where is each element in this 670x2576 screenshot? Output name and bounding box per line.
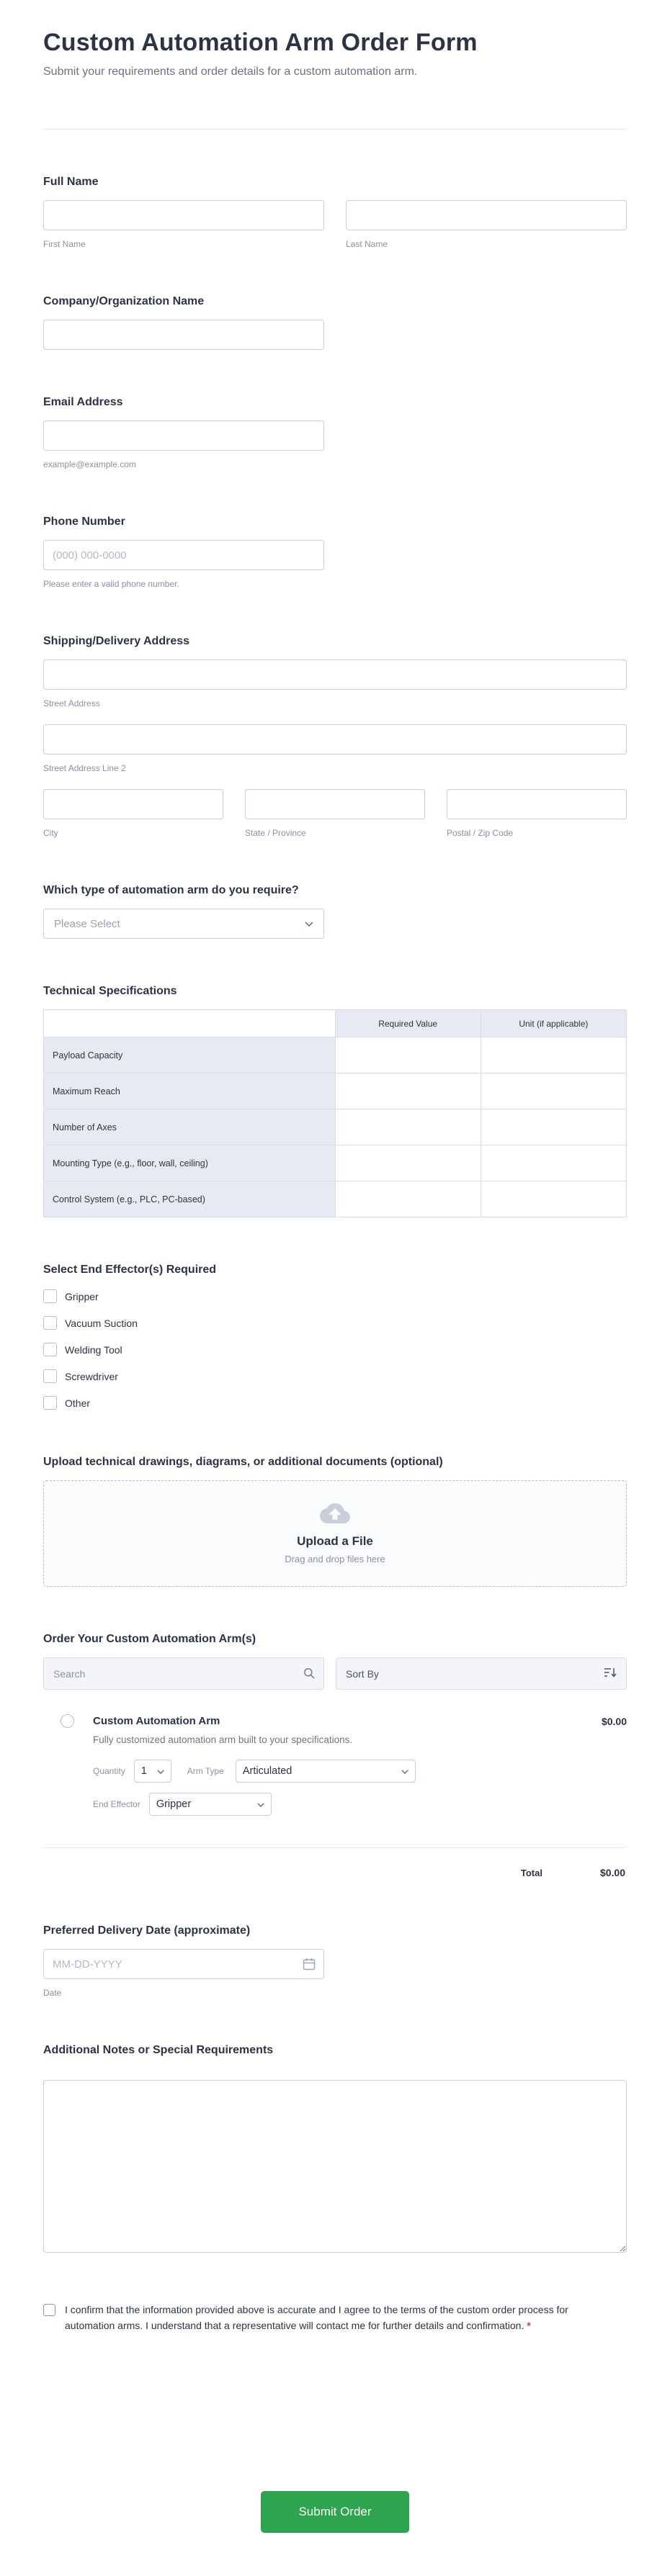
page-title: Custom Automation Arm Order Form <box>43 29 478 56</box>
checkbox-label: Gripper <box>65 1290 99 1302</box>
end-effector-value: Gripper <box>156 1798 192 1810</box>
table-column-header-unit: Unit (if applicable) <box>481 1010 626 1037</box>
company-label: Company/Organization Name <box>43 295 205 307</box>
confirmation-statement: I confirm that the information provided above is accurate and I agree to the terms of the custom order process for automation arms. I understand that a representative will contact me for further details and confirmation. <box>65 2304 568 2331</box>
question-notes <box>43 2044 627 2256</box>
checkbox-icon[interactable] <box>43 1343 57 1356</box>
first-name-sublabel: First Name <box>43 239 86 249</box>
zip-sublabel: Postal / Zip Code <box>447 828 514 838</box>
end-effector-control-label: End Effector <box>93 1799 140 1809</box>
table-row <box>44 1145 627 1181</box>
table-corner-cell <box>44 1010 336 1037</box>
total-label: Total <box>520 1867 542 1878</box>
phone-sublabel: Please enter a valid phone number. <box>43 579 179 589</box>
sort-by-label: Sort By <box>346 1667 379 1680</box>
notes-textarea[interactable] <box>43 2080 627 2253</box>
confirmation-text <box>65 2302 604 2333</box>
table-row <box>44 1181 627 1217</box>
question-delivery-date <box>43 1924 627 1998</box>
street-address-line2-input[interactable] <box>43 724 627 755</box>
upload-label: Upload technical drawings, diagrams, or additional documents (optional) <box>43 1456 443 1468</box>
table-row-header: Mounting Type (e.g., floor, wall, ceiling) <box>44 1145 336 1181</box>
table-cell-input[interactable] <box>335 1181 481 1217</box>
address-label: Shipping/Delivery Address <box>43 635 190 647</box>
arm-type-option-select[interactable] <box>236 1760 416 1783</box>
table-row-header: Number of Axes <box>44 1109 336 1145</box>
street-address-line2-sublabel: Street Address Line 2 <box>43 763 126 773</box>
street-address-input[interactable] <box>43 659 627 690</box>
arm-type-control-label: Arm Type <box>187 1766 224 1776</box>
product-name: Custom Automation Arm <box>93 1715 220 1727</box>
email-sublabel: example@example.com <box>43 459 136 469</box>
question-products <box>43 1633 627 1878</box>
checkbox-option-other[interactable] <box>43 1396 627 1410</box>
notes-label: Additional Notes or Special Requirements <box>43 2044 274 2056</box>
city-sublabel: City <box>43 828 58 838</box>
table-row-header: Payload Capacity <box>44 1037 336 1073</box>
submit-order-button[interactable]: Submit Order <box>261 2491 408 2533</box>
table-cell-input[interactable] <box>481 1181 626 1217</box>
arm-type-select[interactable] <box>43 909 324 939</box>
product-item <box>43 1714 627 1816</box>
calendar-icon[interactable] <box>303 1958 316 1974</box>
product-select-radio[interactable] <box>61 1714 74 1728</box>
state-sublabel: State / Province <box>245 828 306 838</box>
question-full-name <box>43 176 627 249</box>
question-phone <box>43 515 627 589</box>
required-asterisk: * <box>527 2319 531 2331</box>
form-subtitle: Submit your requirements and order details for a custom automation arm. <box>43 66 418 78</box>
email-input[interactable] <box>43 420 324 451</box>
total-value: $0.00 <box>599 1867 625 1878</box>
last-name-sublabel: Last Name <box>346 239 388 249</box>
checkbox-icon[interactable] <box>43 1396 57 1410</box>
first-name-input[interactable] <box>43 200 324 230</box>
search-icon <box>303 1667 315 1683</box>
question-arm-type <box>43 884 627 939</box>
table-cell-input[interactable] <box>481 1037 626 1073</box>
checkbox-label: Screwdriver <box>65 1370 118 1382</box>
upload-button-text[interactable]: Upload a File <box>297 1534 373 1548</box>
checkbox-label: Vacuum Suction <box>65 1317 138 1329</box>
city-input[interactable] <box>43 789 223 819</box>
quantity-select[interactable] <box>134 1760 171 1783</box>
product-description: Fully customized automation arm built to your specifications. <box>93 1734 353 1745</box>
checkbox-label: Other <box>65 1397 91 1409</box>
arm-type-value: Articulated <box>242 1765 292 1777</box>
confirmation-row <box>43 2302 627 2333</box>
chevron-down-icon <box>257 1798 264 1810</box>
table-cell-input[interactable] <box>481 1145 626 1181</box>
chevron-down-icon <box>401 1765 408 1777</box>
checkbox-option-vacuum-suction[interactable] <box>43 1316 627 1330</box>
spec-table-label: Technical Specifications <box>43 985 177 997</box>
table-cell-input[interactable] <box>481 1073 626 1109</box>
header-divider <box>43 129 627 130</box>
table-cell-input[interactable] <box>481 1109 626 1145</box>
table-cell-input[interactable] <box>335 1037 481 1073</box>
email-label: Email Address <box>43 396 123 408</box>
checkbox-icon[interactable] <box>43 1369 57 1383</box>
products-label: Order Your Custom Automation Arm(s) <box>43 1633 256 1645</box>
arm-type-label: Which type of automation arm do you require? <box>43 884 299 896</box>
zip-input[interactable] <box>447 789 627 819</box>
confirmation-checkbox[interactable] <box>43 2304 55 2316</box>
end-effectors-label: Select End Effector(s) Required <box>43 1264 217 1276</box>
full-name-label: Full Name <box>43 176 99 188</box>
upload-hint: Drag and drop files here <box>285 1553 385 1564</box>
phone-label: Phone Number <box>43 515 125 528</box>
question-upload <box>43 1456 627 1587</box>
product-sort-dropdown[interactable] <box>336 1657 627 1690</box>
table-row-header: Control System (e.g., PLC, PC-based) <box>44 1181 336 1217</box>
table-cell-input[interactable] <box>335 1145 481 1181</box>
table-column-header-required-value: Required Value <box>335 1010 481 1037</box>
date-sublabel: Date <box>43 1988 62 1998</box>
checkbox-label: Welding Tool <box>65 1343 122 1356</box>
file-upload-dropzone[interactable] <box>43 1480 627 1587</box>
question-address <box>43 635 627 838</box>
arm-type-select-value: Please Select <box>54 917 120 930</box>
quantity-label: Quantity <box>93 1766 125 1776</box>
cloud-upload-icon <box>320 1503 350 1527</box>
question-end-effectors <box>43 1264 627 1410</box>
question-company <box>43 295 627 350</box>
table-cell-input[interactable] <box>335 1109 481 1145</box>
chevron-down-icon <box>157 1765 164 1777</box>
total-divider <box>43 1847 627 1848</box>
question-technical-specifications <box>43 985 627 1217</box>
company-input[interactable] <box>43 320 324 350</box>
table-row <box>44 1037 627 1073</box>
table-row-header: Maximum Reach <box>44 1073 336 1109</box>
checkbox-option-screwdriver[interactable] <box>43 1369 627 1383</box>
chevron-down-icon <box>305 917 313 930</box>
checkbox-icon[interactable] <box>43 1289 57 1303</box>
end-effector-select[interactable] <box>149 1793 272 1816</box>
technical-specifications-table <box>43 1009 627 1217</box>
street-address-sublabel: Street Address <box>43 698 100 708</box>
sort-icon <box>604 1667 617 1680</box>
date-field <box>43 1949 324 1979</box>
state-input[interactable] <box>245 789 425 819</box>
order-total <box>43 1867 627 1878</box>
table-row <box>44 1073 627 1109</box>
table-cell-input[interactable] <box>335 1073 481 1109</box>
order-form <box>43 0 627 2333</box>
delivery-date-input[interactable] <box>43 1949 324 1979</box>
delivery-date-label: Preferred Delivery Date (approximate) <box>43 1924 251 1937</box>
table-row <box>44 1109 627 1145</box>
submit-area <box>0 2491 670 2533</box>
checkbox-icon[interactable] <box>43 1316 57 1330</box>
phone-input[interactable] <box>43 540 324 570</box>
last-name-input[interactable] <box>346 200 627 230</box>
product-price: $0.00 <box>601 1715 627 1727</box>
quantity-value: 1 <box>140 1765 147 1777</box>
product-search-input[interactable] <box>43 1657 324 1690</box>
product-search <box>43 1657 324 1690</box>
checkbox-option-welding-tool[interactable] <box>43 1343 627 1356</box>
checkbox-option-gripper[interactable] <box>43 1289 627 1303</box>
question-email <box>43 396 627 469</box>
